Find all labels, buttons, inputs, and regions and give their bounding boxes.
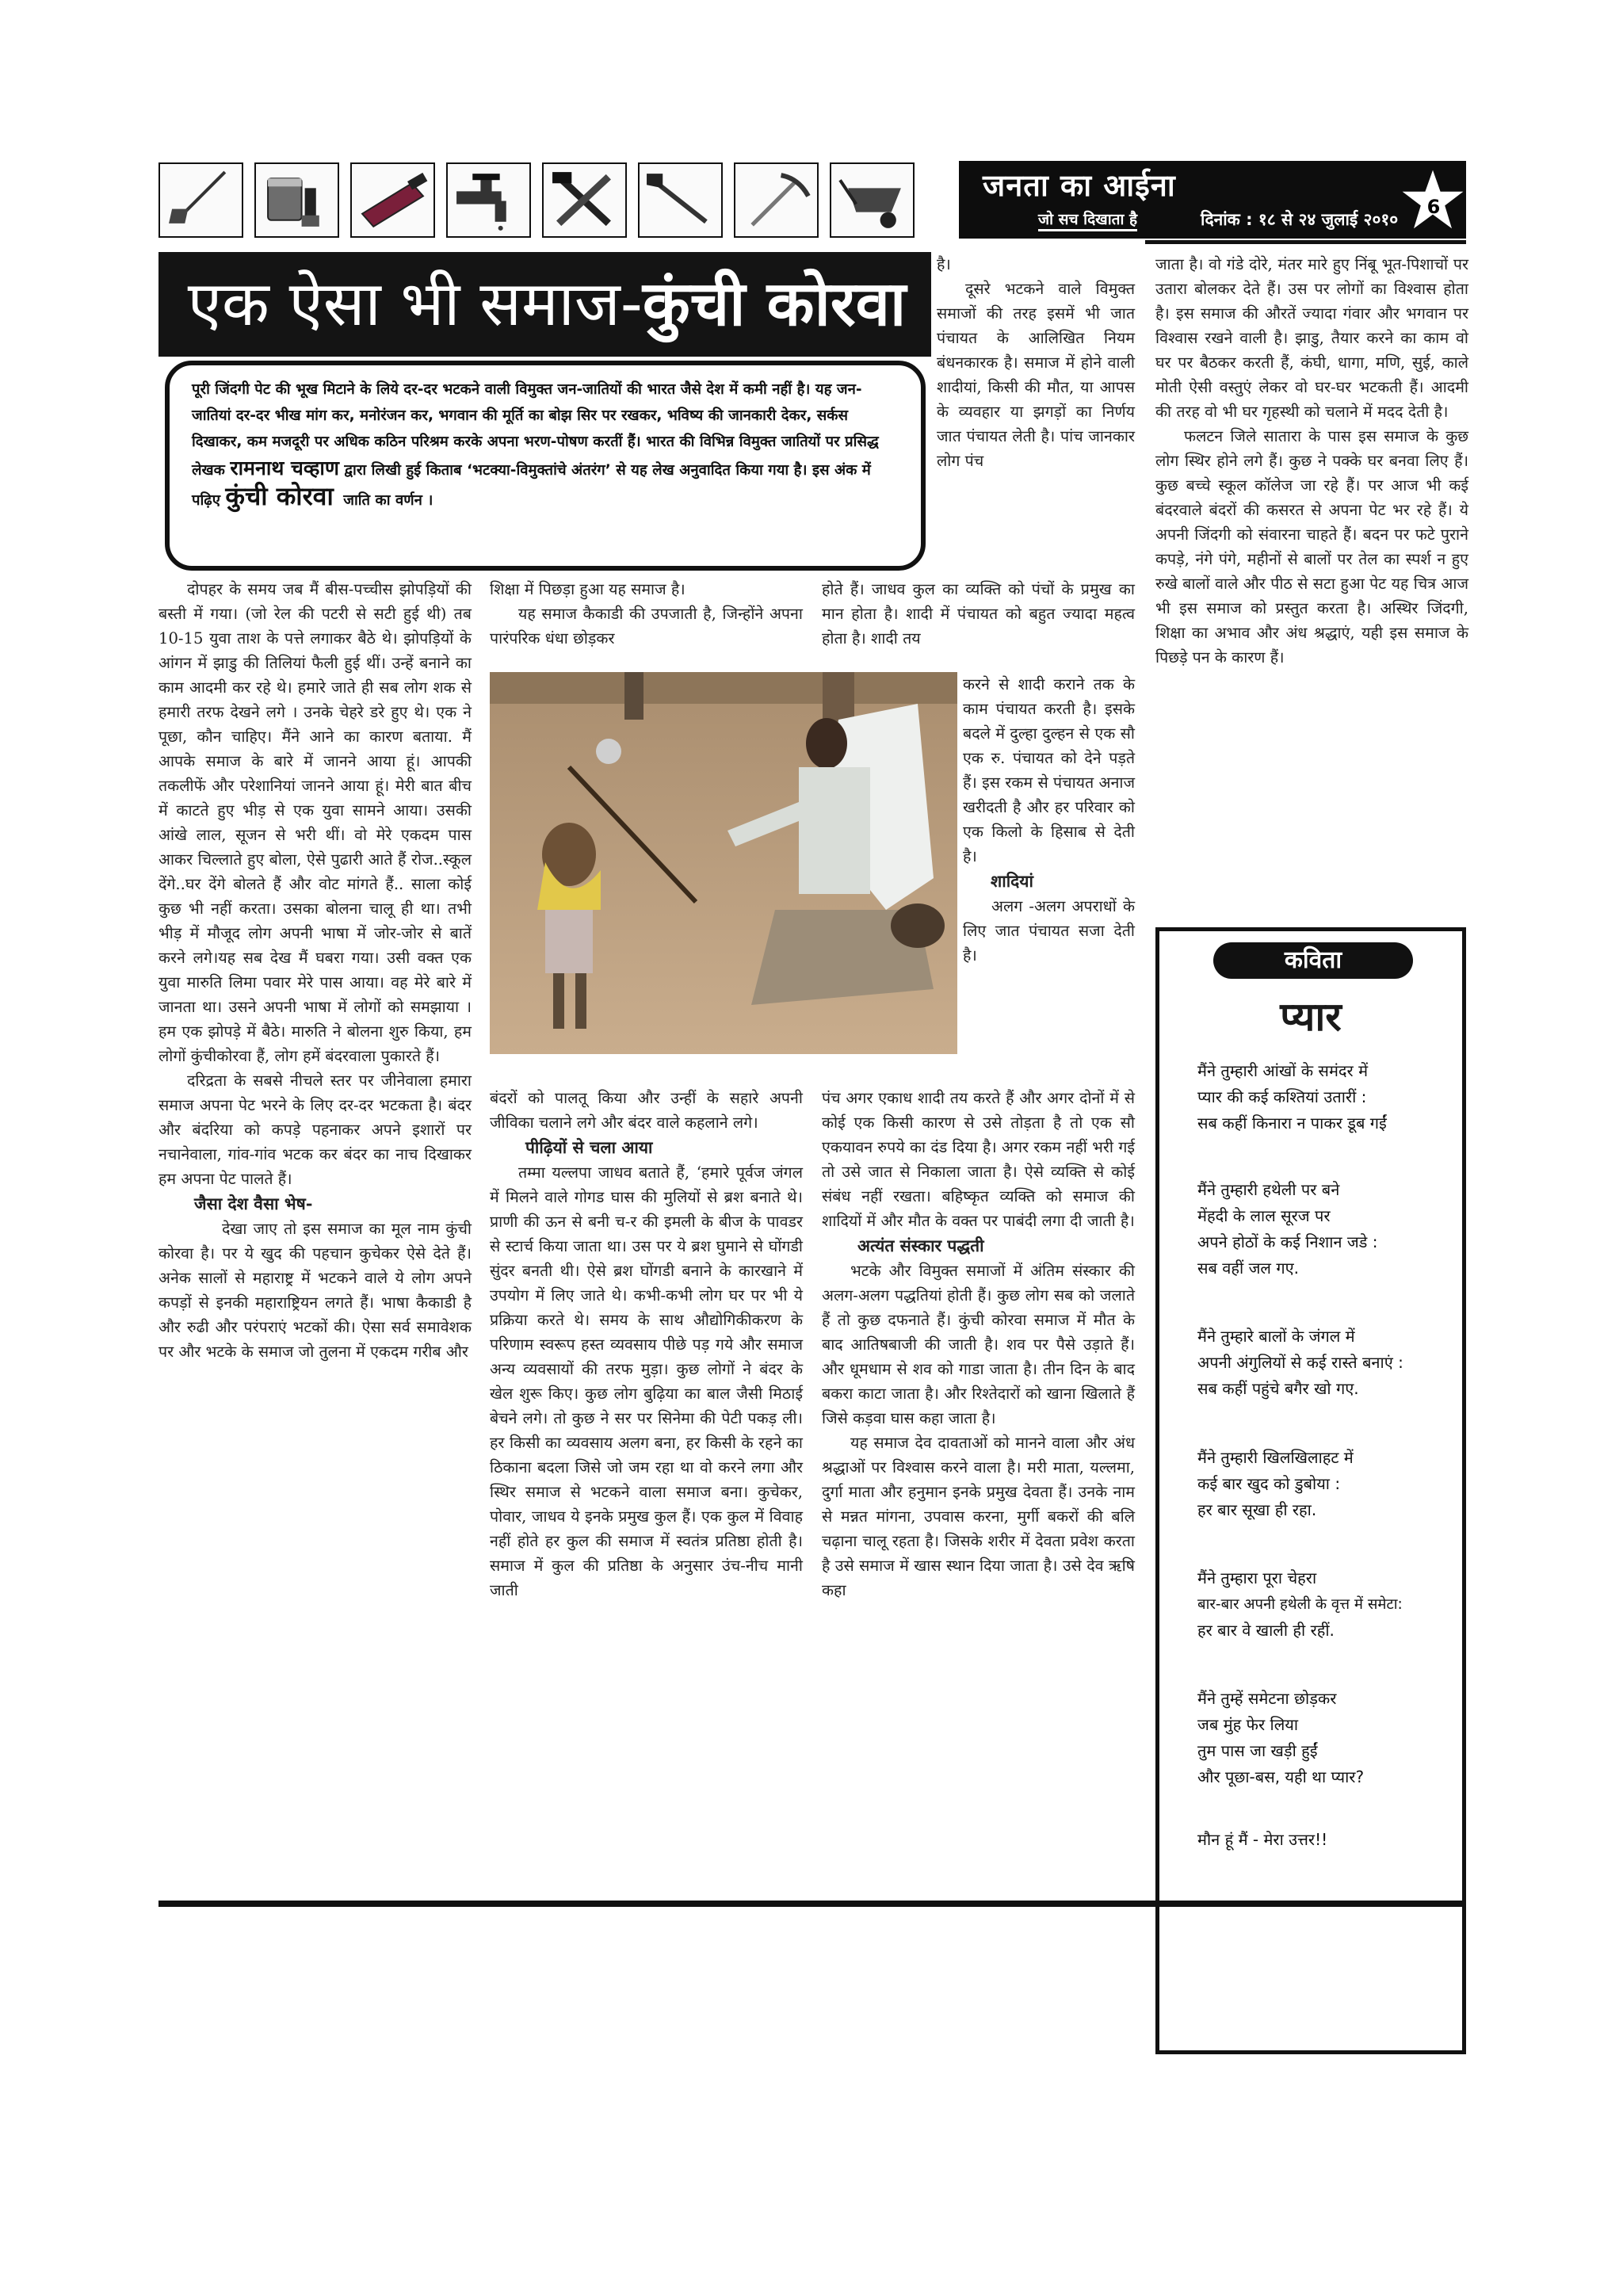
masthead-rule — [1145, 240, 1466, 244]
poem-box — [1155, 927, 1466, 2054]
paragraph: शिक्षा में पिछड़ा हुआ यह समाज है। — [490, 580, 685, 598]
poem-stanza — [1197, 1827, 1459, 1853]
poem-stanza — [1197, 1058, 1459, 1137]
hoe-icon — [158, 162, 243, 238]
paragraph: देखा जाए तो इस समाज का मूल नाम कुंची कोरवा है। पर ये खुद की पहचान कुचेकर ऐसे देते हैं। अनेक सालों से महाराष्ट्र में भटकने वाले ये लोग अपने कपड़ों से इनकी महाराष्ट्रियन लगते हैं। भाषा कैकाडी है और रुढी और परंपराएं भटकों की। ऐसा सर्व समावेशक पर और भटके के समाज जो तुलना में एकदम गरीब और — [158, 1220, 472, 1361]
article-column-3-mid — [822, 577, 1135, 651]
section-heading: अत्यंत संस्कार पद्धती — [857, 1236, 984, 1255]
poem-line: मैंने तुम्हारा पूरा चेहरा — [1197, 1568, 1317, 1587]
paragraph: करने से शादी कराने तक के काम पंचायत करती है। इसके बदले में दुल्हा दुल्हन से एक सौ एक रु. पंचायत को देने पड़ते हैं। इस रकम से पंचायत अनाज खरीदती है और हर परिवार को एक किलो के हिसाब से देती है। — [963, 675, 1135, 865]
paragraph: होते हैं। जाधव कुल का व्यक्ति को पंचों के प्रमुख का मान होता है। शादी में पंचायत को बहुत ज्यादा महत्व होता है। शादी तय — [822, 580, 1135, 648]
tool-icons-strip — [158, 162, 955, 239]
poem-line: मौन हूं मैं - मेरा उत्तर!! — [1197, 1830, 1328, 1849]
intro-box — [165, 361, 926, 571]
paragraph: यह समाज कैकाडी की उपजाती है, जिन्होंने अपना पारंपरिक धंधा छोड़कर — [490, 605, 803, 648]
intro-highlight: कुंची कोरवा — [225, 481, 334, 511]
poem-line: तुम पास जा खड़ी हुईं — [1197, 1741, 1318, 1760]
poem-line: अपनी अंगुलियों से कई रास्ते बनाएं : — [1197, 1353, 1403, 1372]
issue-date: दिनांक : १८ से २४ जुलाई २०१० — [1201, 210, 1399, 229]
poem-line: और पूछा-बस, यही था प्यार? — [1197, 1767, 1365, 1786]
poem-line: कई बार खुद को डुबोया : — [1197, 1474, 1341, 1493]
section-heading: शादियां — [991, 871, 1033, 891]
poem-line: मैंने तुम्हारी खिलखिलाहट में — [1197, 1448, 1354, 1467]
poem-section-tag: कविता — [1213, 942, 1413, 979]
intro-text-2: द्वारा लिखी हुई किताब ‘भटक्या-विमुक्तांचे अंतरंग’ से यह लेख अनुवादित किया गया है। इस अंक में पढ़िए — [192, 462, 871, 509]
paint-bucket-brush-icon — [254, 162, 339, 238]
paragraph: दोपहर के समय जब मैं बीस-पच्चीस झोपड़ियों की बस्ती में गया। (जो रेल की पटरी से सटी हुई थी) तब 10-15 युवा ताश के पत्ते लगाकर बैठे थे। झोपड़ियों के आंगन में झाडु की तिलियां फैली हुई थीं। उन्हें बनाने का काम आदमी कर रहे थे। हमारे जाते ही सब लोग शक से हमारी तरफ देखने लगे । उनके चेहरे डरे हुए थे। एक ने पूछा, कौन चाहिए। मैंने आने का कारण बताया. मैं आपके समाज के बारे में जानने आया हूं। आपकी तकलीफें और परेशानियां जानने आया हूं। मेरी बात बीच में काटते हुए भीड़ से एक युवा सामने आया। उसकी आंखे लाल, सूजन से भरी थीं। वो मेरे एकदम पास आकर चिल्लाते हुए बोला, ऐसे पुढारी आते हैं रोज..स्कूल देंगे..घर देंगे बोलते हैं और वोट मांगते हैं.. साला कोई कुछ भी नहीं करता। उसका बोलना चालू ही था। तभी भीड़ में मौजूद लोग अपनी भाषा में जोर-जोर से बातें करने लगे।यह सब देख मैं घबरा गया। उसी वक्त एक युवा मारुति लिमा पवार मेरे पास आया। वह मेरे बारे में जानता था। उसने अपनी भाषा में लोगों को समझाया । हम एक झोपड़े में बैठे। मारुति ने बोलना शुरु किया, हम लोगों कुंचीकोरवा हैं, लोग हमें बंदरवाला पुकारते हैं। — [158, 580, 472, 1065]
article-column-2 — [490, 1086, 803, 1603]
poem-line: मैंने तुम्हारे बालों के जंगल में — [1197, 1327, 1355, 1346]
poem-stanza — [1197, 1445, 1459, 1523]
poem-line: हर बार सूखा ही रहा. — [1197, 1500, 1317, 1519]
wheelbarrow-icon — [830, 162, 915, 238]
section-heading: पीढ़ियों से चला आया — [525, 1137, 653, 1157]
paragraph: पंच अगर एकाध शादी तय करते हैं और अगर दोनों में से कोई एक किसी कारण से उसे तोड़ता है तो एक सौ एकयावन रुपये का दंड दिया है। अगर रकम नहीं भरी गई तो उसे जात से निकाला जाता है। ऐसे व्यक्ति से कोई संबंध नहीं रखता। बहिष्कृत व्यक्ति को समाज की शादियों में और मौत के वक्त पर पाबंदी लगा दी जाती है। — [822, 1089, 1135, 1230]
poem-line: बार-बार अपनी हथेली के वृत्त में समेटा: — [1197, 1596, 1403, 1613]
poem-line: अपने होठों के कई निशान जडे : — [1197, 1232, 1378, 1251]
paragraph: यह समाज देव दावताओं को मानने वाला और अंध श्रद्धाओं पर विश्वास करने वाला है। मरी माता, यल्लमा, दुर्गा माता और हनुमान इनके प्रमुख देवता हैं। उनके नाम से मन्नत मांगना, उपवास करना, मुर्गी बकरों की बलि चढ़ाना चालू रहता है। जिसके शरीर में देवता प्रवेश करता है उसे समाज में खास स्थान दिया जाता है। उसे देव ऋषि कहा — [822, 1434, 1135, 1599]
water-tap-icon — [446, 162, 531, 238]
article-column-1 — [158, 577, 472, 1364]
paragraph: दरिद्रता के सबसे नीचले स्तर पर जीनेवाला हमारा समाज अपना पेट भरने के लिए दर-दर भटकता है। बंदर और बंदरिया को कपड़े पहनाकर अपने इशारों पर नचानेवाला, गांव-गांव भटक कर बंदर का नाच दिखाकर हम अपना पेट पालते हैं। — [158, 1072, 472, 1188]
poem-stanza — [1197, 1565, 1459, 1644]
intro-text: पूरी जिंदगी पेट की भूख मिटाने के लिये दर-दर भटकने वाली विमुक्त जन-जातियों की भारत जैसे देश में कमी नहीं है। यह जन-जातियां दर-दर भीख मांग कर, मनोरंजन कर, भगवान की मूर्ति का बोझ सिर पर रखकर, भविष्य की जानकारी देकर, सर्कस दिखाकर, कम मजदूरी पर अधिक कठिन परिश्रम करके अपना भरण-पोषण करतीं हैं। भारत की विभिन्न विमुक्त जातियों पर प्रसिद्ध लेखक — [192, 381, 879, 479]
poem-stanza — [1197, 1324, 1459, 1402]
paragraph: अलग -अलग अपराधों के लिए जात पंचायत सजा देती है। — [963, 897, 1135, 965]
poem-line: सब वहीं जल गए. — [1197, 1259, 1300, 1278]
pliers-hammer-icon — [542, 162, 627, 238]
paragraph: जाता है। वो गंडे दोरे, मंतर मारे हुए निंबू भूत-पिशाचों पर उतारा बोलकर देते हैं। उस पर लोगों का विश्वास होता है। इस समाज की औरतें ज्यादा गंवार और भगवान पर विश्वास रखने वाली है। झाडु, तैयार करने का काम वो घर पर बैठकर करती हैं, कंघी, धागा, मणि, सुई, काले मोती ऐसी वस्तुएं लेकर वो घर-घर भटकती हैं। आदमी की तरह वो भी घर गृहस्थी को चलाने में मदद देती है। — [1155, 255, 1468, 421]
paragraph: फलटन जिले सातारा के पास इस समाज के कुछ लोग स्थिर होने लगे हैं। कुछ ने पक्के घर बनवा लिए हैं। कुछ बच्चे स्कूल कॉलेज जा रहे हैं। पर आज भी कई बंदरवाले बंदरों की कसरत से अपना पेट भर रहे हैं। ये अपनी जिंदगी को संवारना चाहते हैं। बदन पर फटे पुराने कपड़े, नंगे पंगे, महीनों से बालों पर तेल का स्पर्श न हुए रुखे बालों वाले और पीठ से सटा हुआ पेट यह चित्र आज भी इस समाज को प्रस्तुत करता है। अस्थिर जिंदगी, शिक्षा का अभाव और अंध श्रद्धाएं, यही इस समाज के पिछड़े पन के कारण हैं। — [1155, 427, 1468, 667]
pipe-wrench-icon — [638, 162, 723, 238]
poem-line: मेंहदी के लाल सूरज पर — [1197, 1206, 1331, 1225]
poem-line: प्यार की कई कश्तियां उतारीं : — [1197, 1087, 1367, 1106]
paragraph: बंदरों को पालतू किया और उन्हीं के सहारे अपनी जीविका चलाने लगे और बंदर वाले कहलाने लगे। — [490, 1089, 803, 1132]
page-bottom-rule — [158, 1901, 1466, 1907]
paragraph: दूसरे भटकने वाले विमुक्त समाजों की तरह इसमें भी जात पंचायत के आलिखित नियम बंधनकारक है। समाज में होने वाली शादीयां, किसी की मौत, या आपस के व्यवहार या झगड़ों का निर्णय जात पंचायत लेती है। पांच जानकार लोग पंच — [937, 280, 1135, 470]
poem-line: सब कहीं पहुंचे बगैर खो गए. — [1197, 1379, 1359, 1398]
masthead — [959, 161, 1466, 239]
poem-line: मैंने तुम्हारी आंखों के समंदर में — [1197, 1061, 1369, 1080]
newspaper-tagline: जो सच दिखाता है — [1038, 208, 1137, 231]
section-heading: जैसा देश वैसा भेष- — [194, 1194, 313, 1213]
pickaxe-icon — [734, 162, 819, 238]
article-column-2-top — [490, 577, 803, 651]
monkey-performer-photo — [490, 672, 957, 1054]
intro-text-3: जाति का वर्णन । — [343, 492, 433, 509]
newspaper-name: जनता का आईना — [983, 168, 1176, 203]
paragraph: है। — [937, 255, 951, 273]
article-column-3-wrap — [963, 672, 1135, 968]
poem-title: प्यार — [1280, 994, 1342, 1040]
poem-line: हर बार वे खाली ही रहीं. — [1197, 1621, 1335, 1640]
poem-line: मैंने तुम्हें समेटना छोड़कर — [1197, 1689, 1337, 1708]
paragraph: तम्मा यल्लपा जाधव बताते हैं, ‘हमारे पूर्वज जंगल में मिलने वाले गोगड घास की मुलियों से ब्रश बनाते थे। प्राणी की ऊन से बनी च-र की इमली के बीज के पावडर से स्टार्च किया जाता था। उस पर ये ब्रश घुमाने से घोंगडी सुंदर बनती थी। ऐसे ब्रश घोंगडी बनाने के कारखाने में उपयोग में लिए जाते थे। कभी-कभी लोग घर पर भी ये प्रक्रिया करते थे। समय के साथ औद्योगिकीकरण के परिणाम स्वरूप हस्त व्यवसाय पीछे पड़ गये और समाज अन्य व्यवसायों की तरफ मुड़ा। कुछ लोगों ने बंदर के खेल शुरू किए। कुछ लोग बुढ़िया का बाल जैसी मिठाई बेचने लगे। तो कुछ ने सर पर सिनेमा की पेटी पकड़ ली। हर किसी का व्यवसाय अलग बना, हर किसी के रहने का ठिकाना बदला जिसे जो जम रहा था वो करने लगा और स्थिर समाज से भटकने वाला समाज बना। कुचेकर, पोवार, जाधव ये इनके प्रमुख कुल हैं। एक कुल में विवाह नहीं होते हर कुल की समाज में स्वतंत्र प्रतिष्ठा होती है। समाज में कुल की प्रतिष्ठा के अनुसार उंच-नीच मानी जाती — [490, 1163, 803, 1599]
article-column-3 — [822, 1086, 1135, 1603]
article-title: एक ऐसा भी समाज-कुंची कोरवा — [187, 269, 907, 340]
article-column-3-top — [937, 252, 1135, 473]
poem-stanza — [1197, 1177, 1459, 1282]
intro-author: रामनाथ चव्हाण — [230, 457, 339, 479]
article-column-4 — [1155, 252, 1468, 670]
poem-line: मैंने तुम्हारी हथेली पर बने — [1197, 1180, 1340, 1199]
poem-line: सब कहीं किनारा न पाकर डूब गईं — [1197, 1114, 1387, 1133]
paragraph: भटके और विमुक्त समाजों में अंतिम संस्कार की अलग-अलग पद्धतियां होती हैं। कुछ लोग सब को जलाते हैं तो कुछ दफनाते हैं। कुंची कोरवा समाज में मौत के बाद आतिषबाजी की जाती है। शव पर पैसे उड़ाते हैं। और धूमधाम से शव को गाडा जाता है। तीन दिन के बाद बकरा काटा जाता है। और रिश्तेदारों को खाना खिलाते हैं जिसे कड़वा घास कहा जाता है। — [822, 1262, 1135, 1427]
trowel-icon — [350, 162, 435, 238]
poem-line: जब मुंह फेर लिया — [1197, 1715, 1299, 1734]
page-number: 6 — [1426, 196, 1441, 218]
poem-stanza — [1197, 1686, 1459, 1790]
title-banner — [158, 252, 931, 357]
